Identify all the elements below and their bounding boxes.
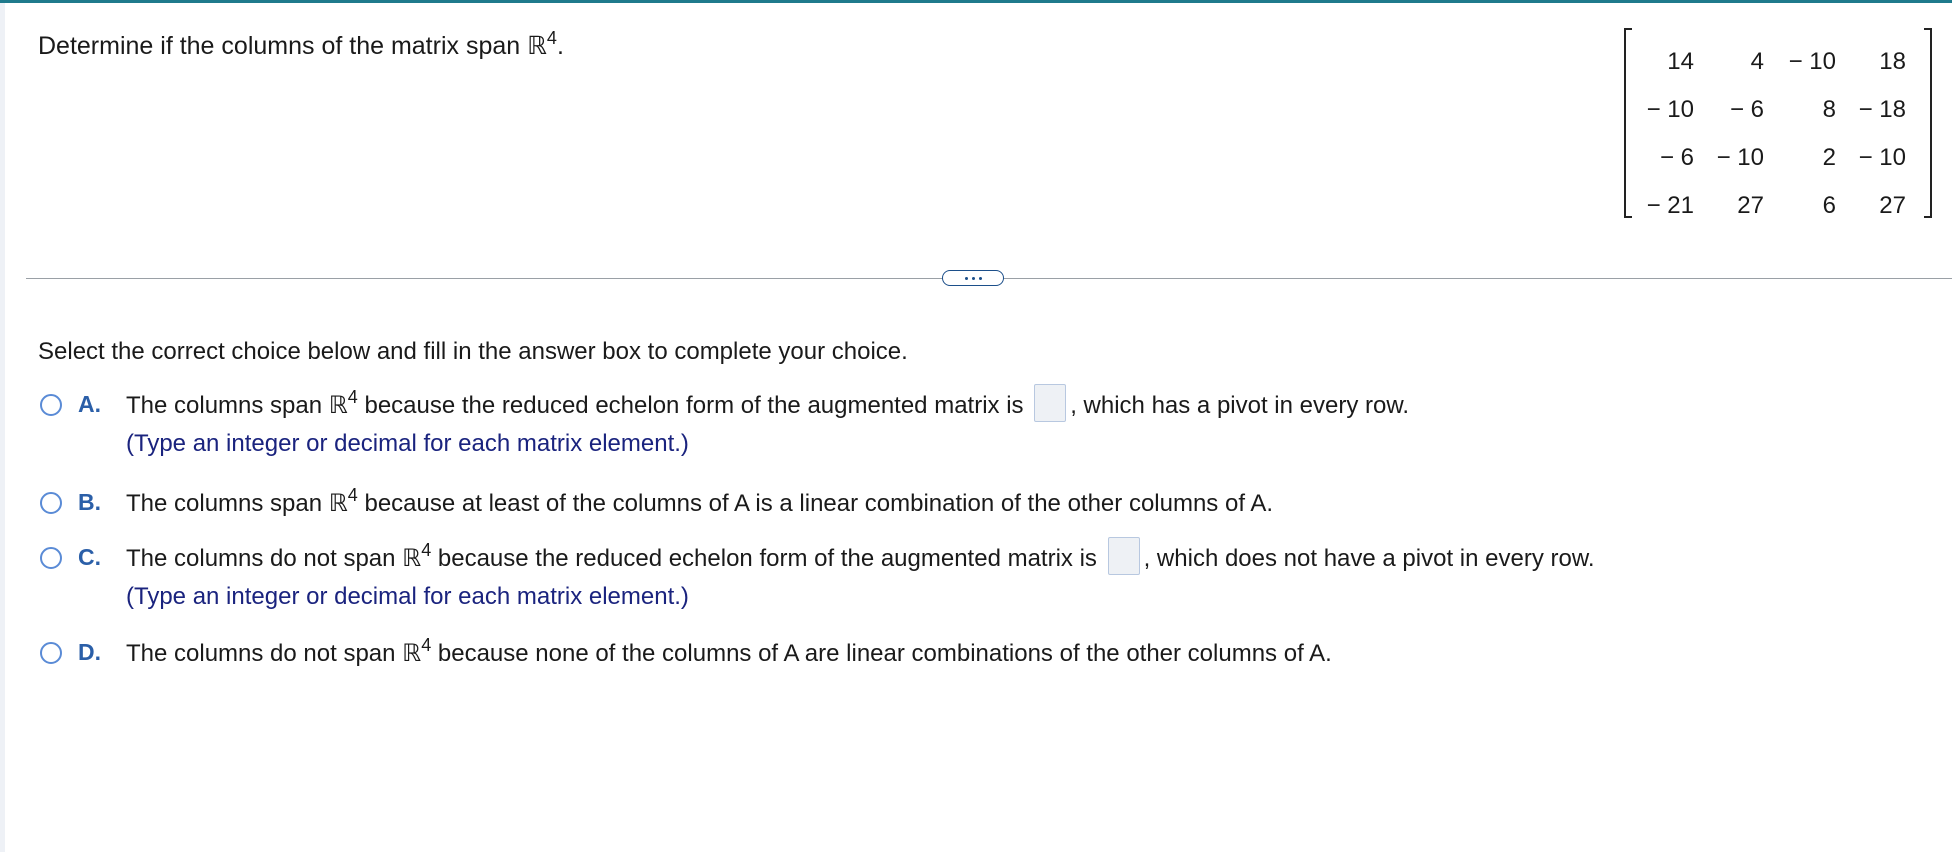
matrix-cell: 2: [1822, 144, 1836, 171]
question-prompt: Determine if the columns of the matrix span: [38, 32, 528, 60]
matrix-left-bracket: [1624, 28, 1632, 218]
choice-a-letter: A.: [78, 391, 101, 417]
choice-a-mid: because the reduced echelon form of the augmented matrix is: [357, 392, 1031, 419]
question-space-symbol: ℝ: [527, 32, 547, 60]
ellipsis-icon: [979, 277, 982, 280]
matrix-cell: − 6: [1729, 96, 1764, 123]
ellipsis-icon: [965, 277, 968, 280]
matrix: [1624, 28, 1932, 218]
choice-c-exponent: 4: [421, 540, 432, 560]
choice-b-text: [126, 485, 1274, 521]
question-exponent: 4: [546, 28, 557, 48]
matrix-cell: − 21: [1646, 192, 1694, 219]
choice-a-text: [126, 387, 1410, 423]
choice-c-pre: The columns do not span: [126, 545, 403, 572]
choice-b-space: ℝ: [328, 490, 348, 517]
matrix-cell: 14: [1667, 48, 1694, 75]
left-margin-rule: [0, 3, 5, 852]
expand-more-button[interactable]: [942, 270, 1004, 286]
choice-b-letter: B.: [78, 489, 101, 515]
matrix-cell: − 6: [1659, 144, 1694, 171]
instruction-text: Select the correct choice below and fill in the answer box to complete your choice.: [38, 338, 908, 365]
choice-b-exponent: 4: [347, 485, 358, 505]
choice-a-radio[interactable]: [40, 394, 62, 416]
choice-c-radio[interactable]: [40, 547, 62, 569]
choice-a-post: , which has a pivot in every row.: [1070, 392, 1410, 419]
choice-c-post: , which does not have a pivot in every row.: [1143, 545, 1595, 572]
matrix-cell: 6: [1822, 192, 1836, 219]
choice-c-text: [126, 540, 1595, 576]
choice-d-space: ℝ: [402, 640, 422, 667]
question-period: .: [556, 32, 564, 60]
choice-d-post: because none of the columns of A are linear combinations of the other columns of A.: [431, 640, 1332, 667]
question-text: [38, 30, 564, 64]
matrix-cell: 4: [1750, 48, 1764, 75]
choice-b-radio[interactable]: [40, 492, 62, 514]
matrix-cell: 27: [1737, 192, 1764, 219]
choice-c-space: ℝ: [402, 545, 422, 572]
choice-a-space: ℝ: [328, 392, 348, 419]
matrix-cell: 8: [1822, 96, 1836, 123]
matrix-cell: 18: [1879, 48, 1906, 75]
matrix-cell: − 18: [1858, 96, 1906, 123]
choice-a-hint: (Type an integer or decimal for each matrix element.): [126, 430, 689, 457]
top-accent-bar: [0, 0, 1952, 3]
matrix-cell: − 10: [1646, 96, 1694, 123]
choice-c-letter: C.: [78, 544, 101, 570]
matrix-cell: − 10: [1716, 144, 1764, 171]
choice-a-exponent: 4: [347, 387, 358, 407]
choice-b-pre: The columns span: [126, 490, 329, 517]
choice-b-post: because at least of the columns of A is a linear combination of the other columns of A.: [357, 490, 1274, 517]
choice-d-pre: The columns do not span: [126, 640, 403, 667]
choice-d-radio[interactable]: [40, 642, 62, 664]
matrix-cell: − 10: [1788, 48, 1836, 75]
matrix-grid: [1638, 38, 1922, 230]
choice-c-mid: because the reduced echelon form of the augmented matrix is: [431, 545, 1104, 572]
choice-a-answer-box[interactable]: [1034, 384, 1066, 422]
choice-d-letter: D.: [78, 639, 101, 665]
choice-a-pre: The columns span: [126, 392, 329, 419]
choice-c-hint: (Type an integer or decimal for each matrix element.): [126, 583, 689, 610]
choice-d-text: [126, 635, 1332, 671]
matrix-cell: − 10: [1858, 144, 1906, 171]
ellipsis-icon: [972, 277, 975, 280]
choice-d-exponent: 4: [421, 635, 432, 655]
matrix-cell: 27: [1879, 192, 1906, 219]
matrix-right-bracket: [1924, 28, 1932, 218]
choice-c-answer-box[interactable]: [1108, 537, 1140, 575]
